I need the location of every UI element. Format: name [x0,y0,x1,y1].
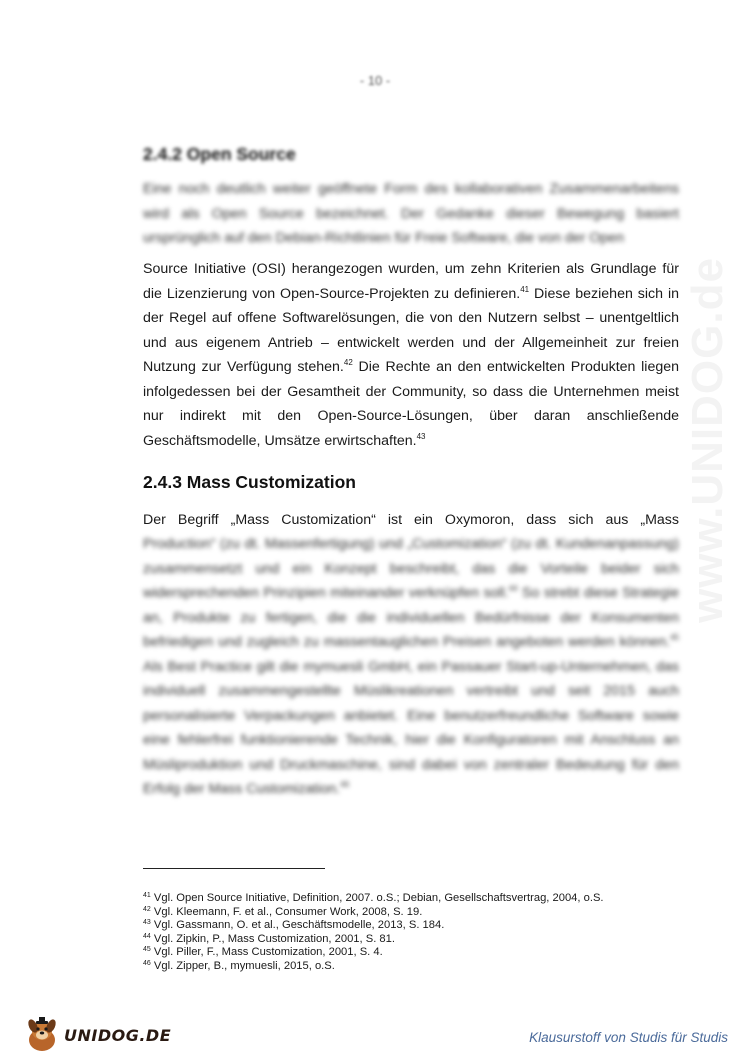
unidog-logo [22,1016,172,1054]
footnote-item: $^{43}$ Vgl. Gassmann, O. et al., Geschäftsmodelle, 2013, S. 184. [143,919,445,932]
paragraph-open-source [143,257,679,453]
footer-tagline: Klausurstoff von Studis für Studis [529,1030,728,1045]
footnote-divider [143,868,325,869]
page-number: - 10 - [359,73,391,88]
footnote-item: $^{44}$ Vgl. Zipkin, P., Mass Customization, 2001, S. 81. [143,932,395,945]
dog-mascot-icon [22,1016,62,1054]
footnote-item: $^{42}$ Vgl. Kleemann, F. et al., Consumer Work, 2008, S. 19. [143,905,423,918]
footnote-ref: 41 [520,284,530,294]
footnote-ref: 43 [416,431,426,441]
paragraph-text: Diese beziehen sich in der Regel auf offene Softwarelösungen, die von den Nutzern selbst – unentgeltlich und aus eigenem Antrieb – entwickelt werden und der Allgemeinheit zur freien Nutzung zur Verfügung stehen. [143,285,679,375]
paragraph-text: Source Initiative (OSI) herangezogen wurden, um zehn Kriterien als Grundlage für die Lizenzierung von Open-Source-Projekten zu definieren. [143,261,679,302]
paragraph-text: Die Rechte an den entwickelten Produkten liegen infolgedessen bei der Gesamtheit der Community, so dass die Unternehmen meist nur indirekt mit den Open-Source-Lösungen, über daran anschließende Geschäftsmodelle, Umsätze erwirtschaften. [143,359,679,449]
footnote-item: $^{41}$ Vgl. Open Source Initiative, Definition, 2007. o.S.; Debian, Gesellschaftsvertrag, 2004, o.S. [143,892,604,904]
blurred-paragraph-open-source: Eine noch deutlich weiter geöffnete Form des kollaborativen Zusammenarbeitens wird als Open Source bezeichnet. Der Gedanke dieser Bewegung basiert ursprünglich auf den Debian-Richtlinien für Freie Software, die von der Open [143,181,679,246]
footnote-item: $^{45}$ Vgl. Piller, F., Mass Customization, 2001, S. 4. [143,946,383,959]
logo-wordmark: UNIDOG.DE [64,1026,172,1045]
footnote-item: $^{46}$ Vgl. Zipper, B., mymuesli, 2015, o.S. [143,959,335,972]
paragraph-mass-customization-first-line: Der Begriff „Mass Customization“ ist ein Oxymoron, dass sich aus „Mass [143,512,679,528]
section-heading-open-source: 2.4.2 Open Source [143,144,296,164]
blurred-paragraph-mass-customization: Production“ (zu dt. Massenfertigung) und „Customization“ (zu dt. Kundenanpassung) zusammensetzt und ein Konzept beschreibt, das die Vorteile beider sich widersprechenden Prinzipien miteinander verknüpfen soll.$^{44}$ So strebt diese Strategie an, Produkte zu fertigen, die die individuellen Bedürfnisse der Konsumenten befriedigen und zugleich zu massentauglichen Preisen angeboten werden können.$^{45}$ Als Best Practice gilt die mymuesli GmbH, ein Passauer Start-up-Unternehmen, das individuell zusammengestellte Müslikreationen vertreibt und seit 2015 auch personalisierte Verpackungen anbietet. Eine benutzerfreundliche Software sowie eine fehlerfrei funktionierende Technik, hier die Konfiguratoren mit Anschluss an Müsliproduktion und Druckmaschine, sind dabei von zentraler Bedeutung für den Erfolg der Mass Customization.$^{46}$ [143,536,679,797]
watermark: www.UNIDOG.de [683,257,732,623]
footnote-ref: 42 [343,358,353,367]
footnotes [143,892,683,974]
section-heading-mass-customization: 2.4.3 Mass Customization [143,472,356,492]
